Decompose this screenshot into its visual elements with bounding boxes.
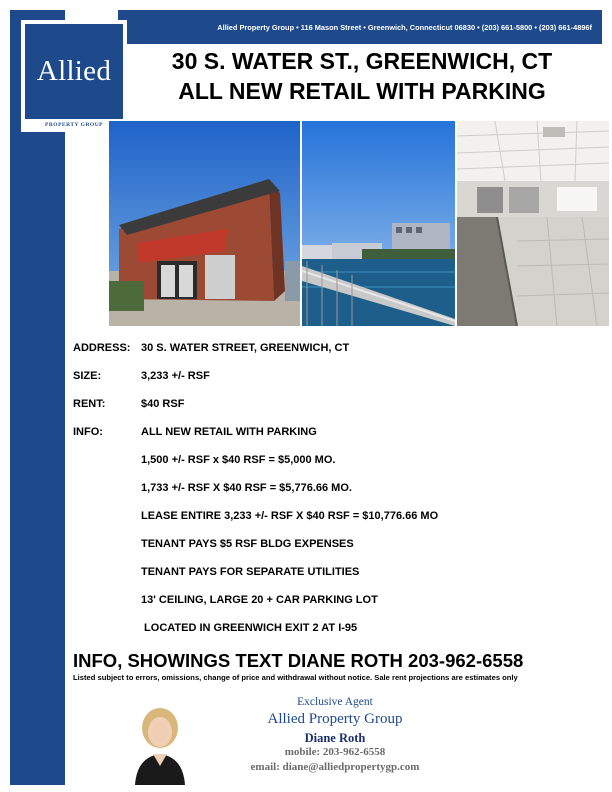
info-line: 1,500 +/- RSF x $40 RSF = $5,000 MO. (141, 454, 336, 466)
info-line: TENANT PAYS FOR SEPARATE UTILITIES (141, 566, 360, 578)
page-title (120, 46, 604, 106)
building-exterior-photo (109, 121, 300, 326)
info-label: INFO: (73, 426, 103, 438)
info-line: TENANT PAYS $5 RSF BLDG EXPENSES (141, 538, 354, 550)
info-line: LEASE ENTIRE 3,233 +/- RSF X $40 RSF = $10,776.66 MO (141, 510, 439, 522)
address-value: 30 S. WATER STREET, GREENWICH, CT (141, 342, 350, 354)
header-bar (118, 10, 602, 44)
agent-title: Exclusive Agent (297, 696, 373, 708)
rent-label: RENT: (73, 398, 106, 410)
size-label: SIZE: (73, 370, 102, 382)
rent-value: $40 RSF (141, 398, 185, 410)
interior-space-photo (457, 121, 609, 326)
agent-company: Allied Property Group (267, 711, 403, 727)
agent-name: Diane Roth (304, 731, 366, 745)
agent-mobile: mobile: 203-962-6558 (284, 746, 386, 758)
title-line-1: 30 S. WATER ST., GREENWICH, CT (171, 48, 553, 74)
contact-banner: INFO, SHOWINGS TEXT DIANE ROTH 203-962-6558 (73, 650, 524, 671)
agent-photo (127, 702, 192, 785)
company-logo (21, 20, 127, 132)
logo-subtitle: PROPERTY GROUP (44, 122, 104, 128)
logo-mark (25, 24, 123, 119)
address-label: ADDRESS: (73, 342, 131, 354)
waterfront-view-photo (302, 121, 455, 326)
info-line: 13' CEILING, LARGE 20 + CAR PARKING LOT (141, 594, 378, 606)
info-line: ALL NEW RETAIL WITH PARKING (141, 426, 317, 438)
agent-email[interactable]: email: diane@alliedpropertygp.com (250, 761, 420, 773)
disclaimer-text: Listed subject to errors, omissions, change of price and withdrawal without notice. Sale rent projections are estimates only (73, 673, 518, 682)
title-line-2: ALL NEW RETAIL WITH PARKING (178, 78, 546, 104)
size-value: 3,233 +/- RSF (141, 370, 210, 382)
logo-word: Allied (36, 55, 112, 87)
info-line: 1,733 +/- RSF X $40 RSF = $5,776.66 MO. (141, 482, 352, 494)
info-line: LOCATED IN GREENWICH EXIT 2 AT I-95 (141, 622, 358, 634)
header-contact-line: Allied Property Group • 116 Mason Street • Greenwich, Connecticut 06830 • (203) 661-5800 • (203) 661-4896f (217, 23, 592, 32)
